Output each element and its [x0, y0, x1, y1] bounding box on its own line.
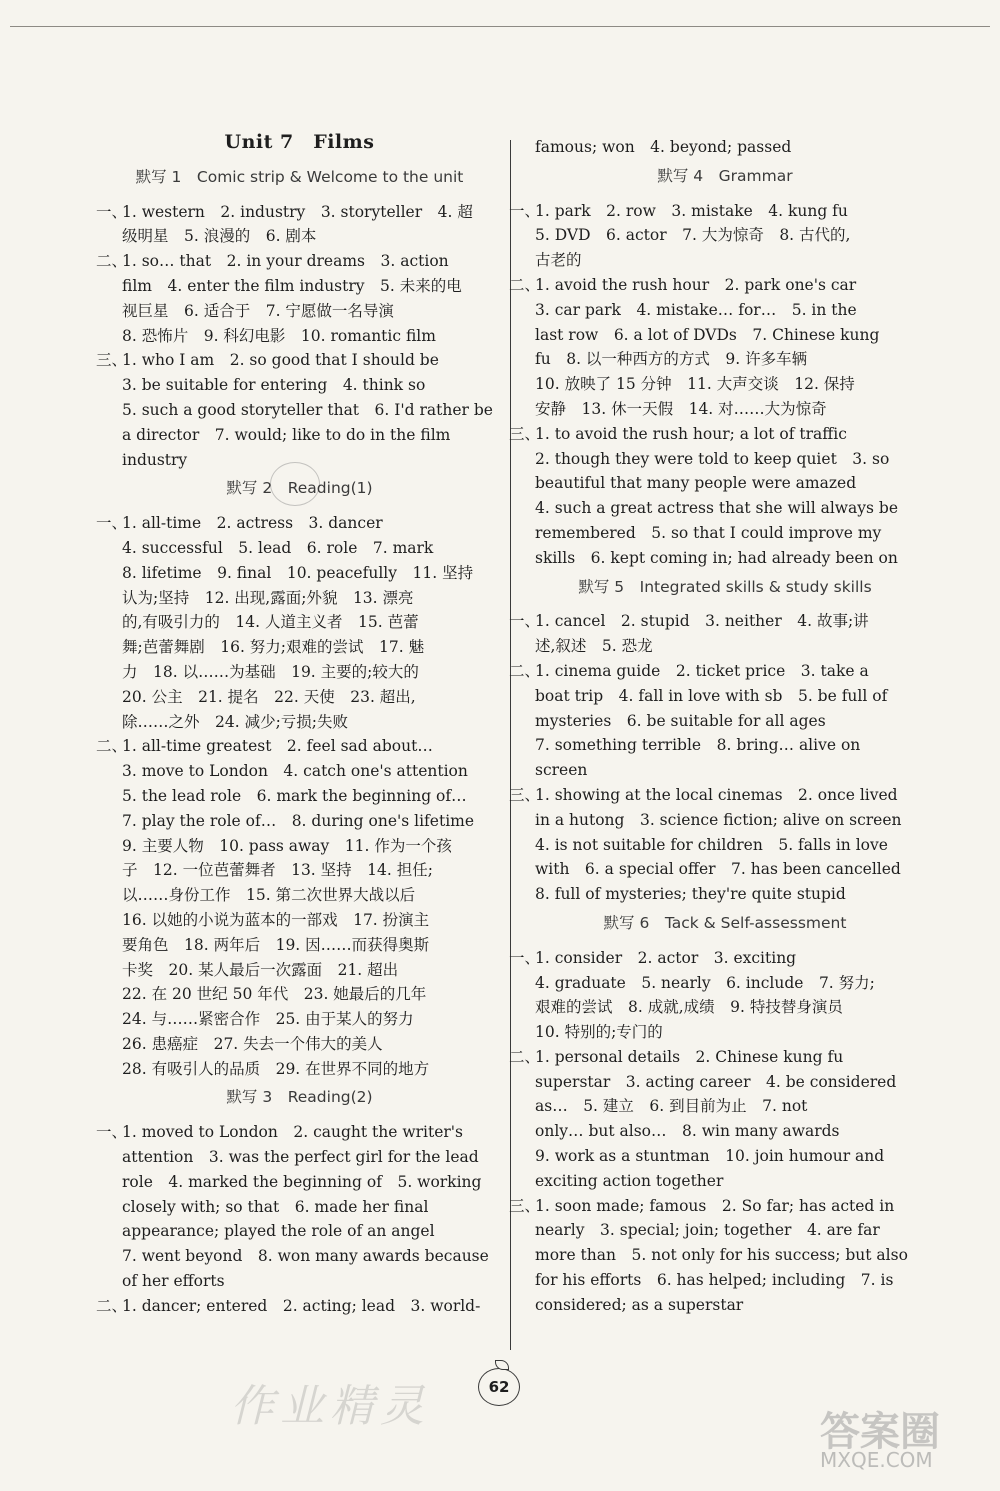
section-title-2: 默写 2 Reading(1): [226, 479, 373, 498]
answer-line: 1. soon made; famous 2. So far; has acted in: [535, 1196, 895, 1215]
answer-line: a director 7. would; like to do in the film: [122, 425, 451, 444]
answer-line: of her efforts: [122, 1272, 225, 1291]
answer-line: 以……身份工作 15. 第二次世界大战以后: [122, 886, 416, 905]
answer-line: 古老的: [535, 251, 582, 270]
answer-line: 除……之外 24. 减少;亏损;失败: [122, 712, 349, 731]
answer-line: 认为;坚持 12. 出现,露面;外貌 13. 漂亮: [122, 588, 414, 607]
answer-line: 7. went beyond 8. won many awards because: [122, 1247, 489, 1266]
answer-line: screen: [535, 761, 588, 780]
answer-line: 8. full of mysteries; they're quite stupid: [535, 885, 846, 904]
answer-line: exciting action together: [535, 1171, 724, 1190]
answer-line: 3. car park 4. mistake… for… 5. in the: [535, 300, 857, 319]
column-divider: [510, 140, 511, 1350]
answer-line: 1. cinema guide 2. ticket price 3. take a: [535, 661, 869, 680]
answer-group: [509, 946, 925, 1045]
group-number: 三、: [509, 1196, 541, 1215]
group-number: 二、: [96, 737, 128, 756]
group-number: 一、: [96, 202, 128, 221]
answer-line: closely with; so that 6. made her final: [122, 1197, 429, 1216]
answer-line: 10. 特别的;专门的: [535, 1023, 663, 1042]
answer-line: with 6. a special offer 7. has been cancelled: [535, 860, 901, 879]
group-number: 一、: [509, 612, 541, 631]
section-title-6: 默写 6 Tack & Self-assessment: [603, 913, 847, 932]
answer-line: 28. 有吸引人的品质 29. 在世界不同的地方: [122, 1059, 430, 1078]
answer-group: [509, 1194, 925, 1318]
group-number: 一、: [509, 948, 541, 967]
answer-line: 1. all-time 2. actress 3. dancer: [122, 514, 383, 533]
answer-line: 16. 以她的小说为蓝本的一部戏 17. 扮演主: [122, 910, 430, 929]
group-number: 一、: [509, 201, 541, 220]
answer-line: more than 5. not only for his success; but also: [535, 1246, 908, 1265]
group-number: 二、: [96, 252, 128, 271]
answer-line: 视巨星 6. 适合于 7. 宁愿做一名导演: [122, 301, 394, 320]
answer-line: for his efforts 6. has helped; including 7. is: [535, 1271, 894, 1290]
group-number: 三、: [509, 785, 541, 804]
answer-line: 子 12. 一位芭蕾舞者 13. 坚持 14. 担任;: [122, 861, 433, 880]
answer-line: 安静 13. 休一天假 14. 对……大为惊奇: [535, 399, 827, 418]
group-number: 一、: [96, 514, 128, 533]
answer-line: 卡奖 20. 某人最后一次露面 21. 超出: [122, 960, 399, 979]
group-number: 三、: [96, 351, 128, 370]
answer-line: 1. avoid the rush hour 2. park one's car: [535, 275, 857, 294]
answer-line: 22. 在 20 世纪 50 年代 23. 她最后的几年: [122, 985, 427, 1004]
answer-line: film 4. enter the film industry 5. 未来的电: [122, 276, 462, 295]
answer-line: in a hutong 3. science fiction; alive on screen: [535, 810, 902, 829]
answer-line: 9. 主要人物 10. pass away 11. 作为一个孩: [122, 836, 452, 855]
group-number: 二、: [509, 275, 541, 294]
answer-group: [96, 200, 487, 250]
answer-group: [96, 1120, 489, 1294]
watermark-logo: [820, 1400, 985, 1470]
section-title-3: 默写 3 Reading(2): [226, 1088, 373, 1107]
answer-line: 舞;芭蕾舞剧 16. 努力;艰难的尝试 17. 魅: [122, 638, 425, 657]
answer-line: 5. DVD 6. actor 7. 大为惊奇 8. 古代的,: [535, 226, 851, 245]
answer-line: role 4. marked the beginning of 5. working: [122, 1172, 482, 1191]
answer-line: 1. personal details 2. Chinese kung fu: [535, 1047, 844, 1066]
answer-line: 级明星 5. 浪漫的 6. 剧本: [122, 227, 317, 246]
answer-line: 1. to avoid the rush hour; a lot of traffic: [535, 424, 847, 443]
answer-line: boat trip 4. fall in love with sb 5. be full of: [535, 686, 888, 705]
answer-line: 4. is not suitable for children 5. falls in love: [535, 835, 888, 854]
answer-continuation: [525, 135, 925, 160]
answer-line: 7. play the role of… 8. during one's lifetime: [122, 811, 475, 830]
answer-group: [509, 199, 925, 273]
answer-line: 1. western 2. industry 3. storyteller 4. 超: [122, 202, 473, 221]
answer-line: only… but also… 8. win many awards: [535, 1122, 840, 1141]
answer-line: fu 8. 以一种西方的方式 9. 许多车辆: [535, 350, 808, 369]
answer-line: 4. such a great actress that she will always be: [535, 499, 899, 518]
answer-line: 7. something terrible 8. bring… alive on: [535, 736, 861, 755]
page-number-badge: [478, 1368, 520, 1406]
answer-line: 1. consider 2. actor 3. exciting: [535, 948, 797, 967]
answer-line: 2. though they were told to keep quiet 3. so: [535, 449, 890, 468]
answer-line: as… 5. 建立 6. 到目前为止 7. not: [535, 1097, 808, 1116]
answer-group: [509, 422, 925, 571]
answer-group: [509, 609, 925, 659]
answer-line: 述,叙述 5. 恐龙: [535, 637, 653, 656]
answer-line: 4. graduate 5. nearly 6. include 7. 努力;: [535, 973, 875, 992]
answer-group: [96, 734, 487, 1081]
section-title-1: 默写 1 Comic strip & Welcome to the unit: [135, 167, 464, 186]
answer-line: 26. 患癌症 27. 失去一个伟大的美人: [122, 1034, 383, 1053]
answer-line: considered; as a superstar: [535, 1295, 744, 1314]
answer-group: [509, 783, 925, 907]
answer-line: 24. 与……紧密合作 25. 由于某人的努力: [122, 1010, 414, 1029]
group-number: 二、: [509, 661, 541, 680]
answer-line: 10. 放映了 15 分钟 11. 大声交谈 12. 保持: [535, 375, 855, 394]
answer-group: [509, 273, 925, 422]
answer-line: 5. such a good storyteller that 6. I'd rather be: [122, 400, 493, 419]
answer-line: 1. all-time greatest 2. feel sad about…: [122, 737, 433, 756]
answer-line: skills 6. kept coming in; had already been on: [535, 548, 898, 567]
left-column: [96, 125, 493, 1319]
answer-group: [96, 1294, 487, 1319]
top-rule: [10, 26, 990, 27]
answer-line: 5. the lead role 6. mark the beginning of…: [122, 786, 467, 805]
group-number: 一、: [96, 1123, 128, 1142]
answer-line: 8. 恐怖片 9. 科幻电影 10. romantic film: [122, 326, 436, 345]
answer-line: beautiful that many people were amazed: [535, 474, 857, 493]
unit-title: Unit 7 Films: [224, 131, 375, 153]
group-number: 二、: [509, 1047, 541, 1066]
answer-line: 8. lifetime 9. final 10. peacefully 11. 坚持: [122, 563, 474, 582]
answer-line: 的,有吸引力的 14. 人道主义者 15. 芭蕾: [122, 613, 419, 632]
answer-group: [509, 1045, 925, 1194]
answer-line: 1. park 2. row 3. mistake 4. kung fu: [535, 201, 848, 220]
answer-line: 要角色 18. 两年后 19. 因……而获得奥斯: [122, 935, 430, 954]
answer-line: appearance; played the role of an angel: [122, 1222, 435, 1241]
answer-line: 1. who I am 2. so good that I should be: [122, 351, 439, 370]
right-column: [509, 135, 925, 1318]
answer-line: 3. move to London 4. catch one's attention: [122, 762, 468, 781]
section-title-5: 默写 5 Integrated skills & study skills: [578, 577, 872, 596]
answer-group: [509, 659, 925, 783]
watermark-text: 作业精灵: [230, 1381, 430, 1432]
answer-line: 4. successful 5. lead 6. role 7. mark: [122, 538, 434, 557]
answer-group: [96, 348, 493, 472]
answer-line: mysteries 6. be suitable for all ages: [535, 711, 826, 730]
leaf-icon: [495, 1360, 509, 1370]
answer-line: attention 3. was the perfect girl for the lead: [122, 1148, 479, 1167]
section-title-4: 默写 4 Grammar: [657, 166, 793, 185]
watermark-logo-text: 答案圈: [820, 1409, 940, 1455]
answer-line: 9. work as a stuntman 10. join humour and: [535, 1147, 885, 1166]
answer-line: 力 18. 以……为基础 19. 主要的;较大的: [122, 662, 419, 681]
answer-line: nearly 3. special; join; together 4. are far: [535, 1221, 880, 1240]
answer-line: industry: [122, 450, 188, 469]
answer-group: [96, 249, 487, 348]
group-number: 三、: [509, 424, 541, 443]
answer-line: 1. moved to London 2. caught the writer's: [122, 1123, 464, 1142]
answer-line: remembered 5. so that I could improve my: [535, 523, 882, 542]
answer-line: 1. showing at the local cinemas 2. once lived: [535, 785, 898, 804]
answer-line: famous; won 4. beyond; passed: [535, 138, 792, 156]
answer-line: 艰难的尝试 8. 成就,成绩 9. 特技替身演员: [535, 998, 843, 1017]
answer-line: 3. be suitable for entering 4. think so: [122, 376, 426, 395]
answer-line: last row 6. a lot of DVDs 7. Chinese kung: [535, 325, 880, 344]
answer-line: superstar 3. acting career 4. be considered: [535, 1072, 897, 1091]
answer-line: 1. so… that 2. in your dreams 3. action: [122, 252, 449, 271]
answer-line: 20. 公主 21. 提名 22. 天使 23. 超出,: [122, 687, 416, 706]
answer-line: 1. dancer; entered 2. acting; lead 3. world-: [122, 1296, 481, 1315]
watermark-url: MXQE.COM: [820, 1448, 933, 1472]
group-number: 二、: [96, 1296, 128, 1315]
answer-line: 1. cancel 2. stupid 3. neither 4. 故事;讲: [535, 612, 869, 631]
answer-group: [96, 511, 487, 734]
page-number: 62: [488, 1378, 510, 1396]
